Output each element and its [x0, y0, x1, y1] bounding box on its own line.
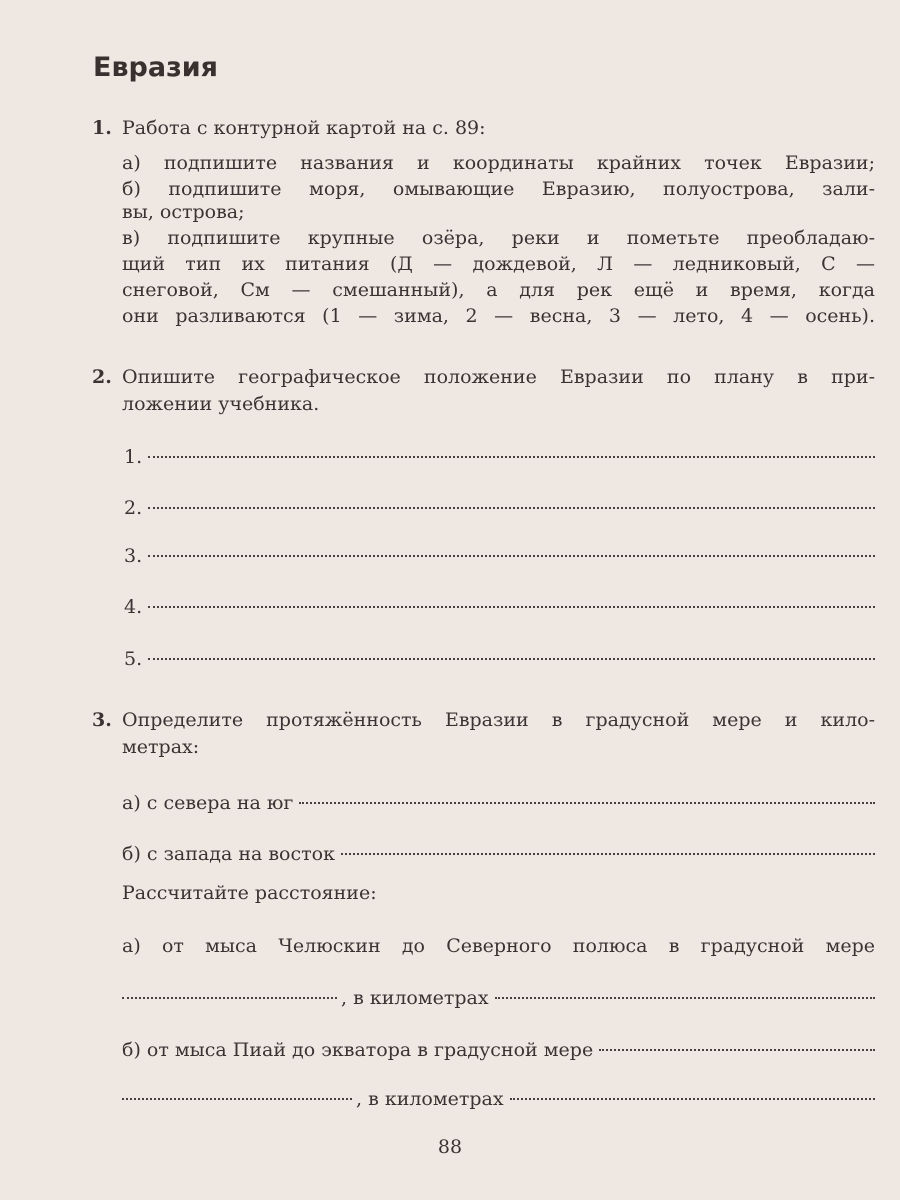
calc-a-answer[interactable] — [122, 985, 875, 1011]
dotted-line — [148, 507, 875, 509]
north-south-label: а) с севера на юг — [122, 792, 294, 814]
page-number: 88 — [437, 1136, 463, 1158]
calc-heading: Рассчитайте расстояние: — [122, 882, 377, 904]
calc-b-km-answer[interactable] — [122, 1086, 875, 1112]
task-1-line: вы, острова; — [122, 201, 245, 223]
dotted-line — [148, 555, 875, 557]
calc-b-label: б) от мыса Пиай до экватора в градусной мере — [122, 1039, 594, 1061]
dotted-line — [599, 1049, 875, 1051]
task-1-number: 1. — [92, 117, 112, 139]
dotted-line — [495, 997, 875, 999]
dotted-line — [148, 456, 875, 458]
north-south-answer[interactable] — [122, 790, 875, 816]
answer-line-3[interactable] — [124, 543, 875, 569]
section-title: Евразия — [93, 52, 219, 83]
task-2-line: ложении учебника. — [122, 393, 320, 415]
answer-line-5[interactable] — [124, 646, 875, 672]
answer-line-1[interactable] — [124, 444, 875, 470]
calc-a-km-label: , в километрах — [341, 987, 489, 1009]
answer-number: 1. — [124, 446, 143, 468]
answer-number: 3. — [124, 545, 143, 567]
dotted-line — [122, 997, 337, 999]
dotted-line — [148, 658, 875, 660]
dotted-line — [510, 1098, 875, 1100]
west-east-answer[interactable] — [122, 841, 875, 867]
west-east-label: б) с запада на восток — [122, 843, 335, 865]
calc-b-answer[interactable] — [122, 1037, 875, 1063]
answer-number: 5. — [124, 648, 143, 670]
task-1-line: щий тип их питания (Д — дождевой, Л — ледниковый, С — — [122, 253, 875, 275]
task-3-number: 3. — [92, 709, 112, 731]
task-2-line: Опишите географическое положение Евразии по плану в при- — [122, 366, 875, 388]
task-1-line: а) подпишите названия и координаты крайних точек Евразии; — [122, 152, 875, 174]
answer-number: 4. — [124, 596, 143, 618]
dotted-line — [122, 1098, 352, 1100]
calc-a-text: а) от мыса Челюскин до Северного полюса в градусной мере — [122, 935, 875, 957]
task-2-number: 2. — [92, 366, 112, 388]
calc-b-km-label: , в километрах — [356, 1088, 504, 1110]
task-1-heading: Работа с контурной картой на с. 89: — [122, 117, 486, 139]
answer-line-4[interactable] — [124, 594, 875, 620]
task-3-line: Определите протяжённость Евразии в градусной мере и кило- — [122, 709, 875, 731]
dotted-line — [148, 606, 875, 608]
task-1-line: в) подпишите крупные озёра, реки и пометьте преобладаю- — [122, 227, 875, 249]
answer-number: 2. — [124, 497, 143, 519]
task-1-line: они разливаются (1 — зима, 2 — весна, 3 — лето, 4 — осень). — [122, 305, 875, 327]
answer-line-2[interactable] — [124, 495, 875, 521]
task-3-line: метрах: — [122, 736, 200, 758]
task-1-line: снеговой, См — смешанный), а для рек ещё и время, когда — [122, 279, 875, 301]
dotted-line — [341, 853, 875, 855]
task-1-line: б) подпишите моря, омывающие Евразию, полуострова, зали- — [122, 178, 875, 200]
dotted-line — [299, 802, 875, 804]
